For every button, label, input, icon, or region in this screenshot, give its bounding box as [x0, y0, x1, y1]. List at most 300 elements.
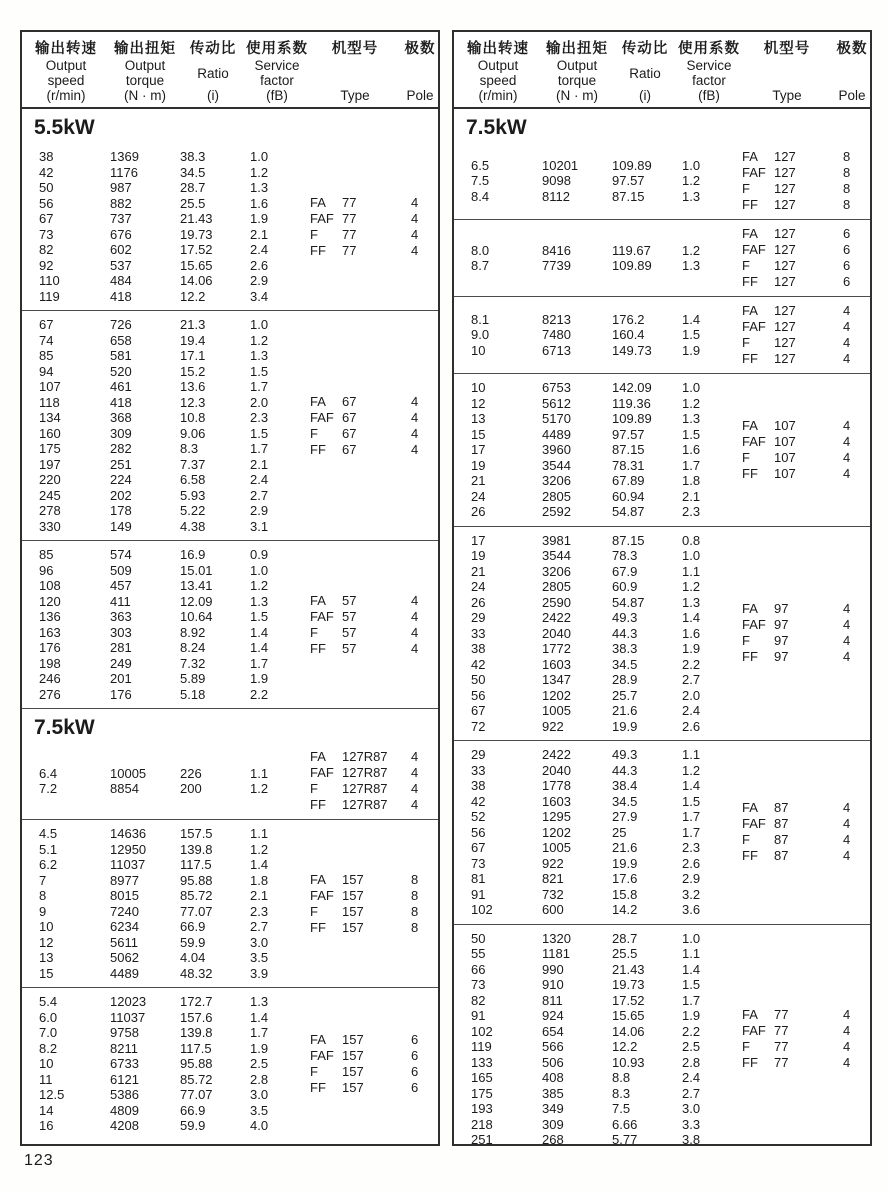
- cell-ratio: 8.92: [180, 624, 206, 640]
- cell-output-speed: 102: [471, 902, 493, 917]
- table-row: [454, 473, 740, 489]
- cell-output-torque: 8015: [110, 888, 139, 903]
- cell-type: [308, 593, 402, 609]
- cell-service-factor: 1.7: [250, 1025, 269, 1040]
- data-rows: [454, 931, 740, 1147]
- cell-ratio: 87.15: [612, 442, 645, 457]
- cell-output-torque: 4208: [110, 1118, 139, 1133]
- ratio-block: [22, 819, 438, 987]
- cell-output-torque: 8112: [542, 188, 570, 204]
- cell-service-factor: 1.4: [250, 640, 269, 655]
- table-row: [454, 977, 740, 993]
- cell-output-torque: 1320: [542, 930, 571, 946]
- cell-service-factor: 2.6: [682, 855, 701, 871]
- table-row: [22, 781, 308, 797]
- cell-service-factor: 2.0: [682, 687, 701, 703]
- cell-ratio: 139.8: [180, 1025, 213, 1040]
- type-row: [308, 410, 438, 426]
- cell-service-factor: 1.3: [682, 188, 701, 204]
- cell-output-speed: 13: [39, 950, 54, 965]
- type-row: [308, 625, 438, 641]
- cell-output-torque: 176: [110, 686, 132, 702]
- cell-service-factor: 1.6: [682, 442, 701, 457]
- type-row: [308, 749, 438, 765]
- type-model: 87: [774, 800, 789, 816]
- type-model: 97: [774, 601, 789, 617]
- cell-pole: 4: [843, 319, 851, 334]
- type-prefix: FF: [310, 441, 326, 457]
- ratio-block: [454, 924, 870, 1147]
- cell-ratio: 28.9: [612, 672, 638, 687]
- cell-pole: 4: [843, 351, 851, 366]
- table-row: [22, 687, 308, 703]
- cell-ratio: 149.73: [612, 342, 652, 358]
- type-prefix: F: [742, 335, 750, 350]
- cell-output-speed: 102: [471, 1023, 493, 1039]
- cell-service-factor: 0.9: [250, 547, 269, 562]
- table-row: [22, 333, 308, 349]
- cell-service-factor: 1.0: [682, 157, 701, 173]
- table-row: [22, 364, 308, 380]
- table-row: [454, 946, 740, 962]
- type-rows: [740, 418, 870, 482]
- cell-ratio: 78.31: [612, 457, 645, 473]
- cell-type: [308, 211, 402, 227]
- cell-type: [308, 920, 402, 936]
- cell-service-factor: 1.3: [682, 411, 701, 426]
- cell-output-torque: 385: [542, 1085, 564, 1101]
- table-row: [454, 688, 740, 704]
- table-row: [454, 533, 740, 549]
- cell-ratio: 7.5: [612, 1101, 631, 1116]
- cell-output-torque: 581: [110, 348, 132, 363]
- type-prefix: FF: [310, 1079, 326, 1095]
- header-label-en: Type: [340, 88, 370, 103]
- cell-output-torque: 457: [110, 578, 132, 593]
- type-model: 57: [342, 608, 357, 624]
- type-row: [308, 1032, 438, 1048]
- type-row: [740, 832, 870, 848]
- table-row: [22, 994, 308, 1010]
- cell-output-torque: 224: [110, 472, 132, 487]
- type-model: 77: [774, 1023, 789, 1038]
- cell-pole: 4: [843, 335, 851, 350]
- type-model: 157: [342, 1031, 364, 1047]
- type-row: [308, 765, 438, 781]
- cell-ratio: 38.4: [612, 778, 638, 793]
- cell-output-torque: 2040: [542, 762, 571, 778]
- cell-output-torque: 4489: [542, 426, 571, 442]
- cell-ratio: 14.06: [180, 273, 213, 288]
- type-row: [740, 149, 870, 165]
- cell-ratio: 66.9: [180, 1102, 206, 1118]
- cell-output-speed: 7: [39, 872, 47, 888]
- cell-pole: 4: [843, 800, 851, 816]
- cell-output-speed: 9: [39, 903, 47, 919]
- type-row: [740, 1039, 870, 1055]
- type-row: [740, 418, 870, 434]
- cell-ratio: 12.2: [180, 288, 206, 304]
- cell-service-factor: 1.4: [250, 624, 269, 640]
- table-row: [22, 242, 308, 258]
- table-row: [22, 1025, 308, 1041]
- cell-pole: 4: [843, 832, 851, 848]
- cell-type: [308, 243, 402, 259]
- cell-ratio: 34.5: [180, 164, 206, 180]
- type-prefix: FA: [742, 1007, 758, 1022]
- type-prefix: FA: [742, 800, 758, 816]
- table-row: [454, 825, 740, 841]
- cell-output-torque: 1295: [542, 809, 571, 824]
- cell-ratio: 13.6: [180, 379, 206, 394]
- cell-output-speed: 108: [39, 578, 61, 593]
- type-prefix: F: [742, 832, 750, 848]
- cell-ratio: 8.3: [180, 441, 199, 456]
- cell-ratio: 226: [180, 765, 202, 781]
- cell-pole: 6: [843, 242, 851, 257]
- type-model: 107: [774, 433, 796, 449]
- table-row: [22, 379, 308, 395]
- cell-ratio: 6.58: [180, 472, 206, 487]
- type-row: [740, 649, 870, 665]
- cell-service-factor: 1.5: [682, 977, 701, 992]
- table-row: [454, 887, 740, 903]
- cell-ratio: 19.73: [612, 977, 645, 992]
- type-row: [308, 904, 438, 920]
- cell-ratio: 117.5: [180, 857, 212, 872]
- type-row: [308, 442, 438, 458]
- type-model: 67: [342, 425, 357, 441]
- cell-ratio: 4.38: [180, 518, 206, 534]
- cell-service-factor: 2.1: [250, 888, 269, 903]
- cell-ratio: 38.3: [612, 641, 638, 656]
- type-prefix: FAF: [310, 1047, 334, 1063]
- cell-output-torque: 408: [542, 1070, 564, 1085]
- type-prefix: F: [742, 449, 750, 465]
- cell-type: [740, 242, 834, 258]
- cell-service-factor: 2.9: [250, 503, 269, 518]
- cell-output-speed: 8.7: [471, 258, 490, 273]
- cell-service-factor: 1.2: [682, 242, 701, 258]
- cell-service-factor: 1.2: [682, 395, 701, 411]
- type-model: 77: [342, 194, 357, 210]
- table-row: [454, 427, 740, 443]
- table-row: [454, 173, 740, 189]
- table-row: [22, 1072, 308, 1088]
- cell-output-speed: 8.4: [471, 188, 490, 204]
- cell-output-torque: 10005: [110, 765, 147, 781]
- cell-output-speed: 8.0: [471, 242, 490, 258]
- cell-output-torque: 268: [542, 1132, 564, 1146]
- type-prefix: FAF: [742, 1023, 766, 1038]
- header-label-en: (i): [639, 88, 651, 103]
- cell-output-speed: 7.5: [471, 173, 490, 189]
- cell-output-torque: 349: [542, 1101, 564, 1116]
- cell-ratio: 97.57: [612, 426, 645, 442]
- cell-type: [740, 601, 834, 617]
- cell-type: [308, 904, 402, 920]
- cell-ratio: 142.09: [612, 380, 652, 395]
- type-model: 77: [342, 226, 357, 242]
- cell-output-torque: 654: [542, 1023, 564, 1039]
- cell-output-torque: 6713: [542, 342, 571, 358]
- cell-output-torque: 249: [110, 655, 132, 671]
- type-prefix: FA: [310, 1031, 326, 1047]
- type-model: 77: [774, 1007, 789, 1022]
- cell-service-factor: 2.1: [682, 488, 701, 504]
- cell-service-factor: 1.3: [250, 348, 269, 363]
- cell-output-torque: 1176: [110, 164, 138, 180]
- table-row: [454, 993, 740, 1009]
- cell-ratio: 66.9: [180, 919, 206, 934]
- cell-output-speed: 165: [471, 1070, 493, 1085]
- cell-pole: 6: [843, 258, 851, 273]
- cell-ratio: 77.07: [180, 903, 213, 919]
- ratio-block: [454, 219, 870, 296]
- cell-output-torque: 418: [110, 288, 132, 304]
- cell-output-speed: 50: [471, 930, 486, 946]
- type-prefix: FF: [310, 919, 326, 935]
- type-rows: [740, 226, 870, 290]
- type-row: [740, 466, 870, 482]
- type-model: 57: [342, 624, 357, 640]
- header-label-en: Output: [45, 58, 87, 73]
- cell-output-speed: 52: [471, 809, 486, 824]
- table-row: [22, 472, 308, 488]
- cell-type: [308, 1048, 402, 1064]
- table-row: [454, 840, 740, 856]
- table-row: [22, 426, 308, 442]
- cell-output-speed: 6.5: [471, 157, 490, 173]
- cell-ratio: 4.04: [180, 950, 206, 965]
- cell-output-speed: 19: [471, 457, 486, 473]
- cell-pole: 8: [843, 149, 851, 164]
- table-row: [454, 856, 740, 872]
- cell-service-factor: 1.0: [250, 562, 269, 578]
- cell-output-torque: 520: [110, 363, 132, 379]
- table-row: [454, 312, 740, 328]
- type-rows: [308, 593, 438, 657]
- type-model: 157: [342, 903, 364, 919]
- header-cell-output-torque: [542, 37, 612, 103]
- type-model: 67: [342, 393, 357, 409]
- cell-output-speed: 67: [471, 840, 486, 855]
- header-label-zh: 使用系数: [678, 41, 740, 57]
- cell-ratio: 12.3: [180, 394, 206, 410]
- cell-output-torque: 987: [110, 180, 132, 195]
- type-row: [740, 434, 870, 450]
- cell-output-torque: 8213: [542, 311, 571, 327]
- cell-output-speed: 56: [471, 687, 486, 703]
- cell-output-torque: 411: [110, 593, 131, 609]
- cell-output-speed: 42: [471, 793, 486, 809]
- cell-output-torque: 8416: [542, 242, 571, 258]
- type-row: [308, 888, 438, 904]
- type-model: 97: [774, 633, 789, 649]
- cell-output-speed: 56: [39, 195, 54, 211]
- cell-ratio: 15.65: [180, 257, 213, 273]
- cell-pole: 6: [411, 1079, 419, 1095]
- type-model: 77: [774, 1055, 789, 1070]
- header-label-en: (N · m): [124, 88, 166, 103]
- header-cell-service-factor: [678, 37, 740, 103]
- cell-service-factor: 1.2: [250, 841, 269, 857]
- cell-output-torque: 726: [110, 317, 132, 332]
- table-row: [454, 902, 740, 918]
- cell-output-speed: 81: [471, 871, 486, 886]
- cell-ratio: 7.32: [180, 655, 206, 671]
- type-row: [308, 872, 438, 888]
- type-row: [740, 617, 870, 633]
- cell-ratio: 21.6: [612, 703, 638, 718]
- cell-output-torque: 3981: [542, 532, 571, 548]
- cell-pole: 4: [843, 303, 851, 318]
- cell-service-factor: 2.0: [250, 394, 269, 410]
- type-model: 127: [774, 351, 796, 366]
- table-row: [454, 411, 740, 427]
- cell-service-factor: 1.2: [682, 762, 701, 778]
- type-rows: [308, 1032, 438, 1096]
- cell-ratio: 48.32: [180, 965, 213, 981]
- cell-pole: 6: [411, 1031, 419, 1047]
- cell-service-factor: 1.2: [682, 173, 701, 189]
- cell-ratio: 77.07: [180, 1087, 213, 1102]
- type-row: [308, 394, 438, 410]
- cell-type: [740, 617, 834, 633]
- cell-output-speed: 7.2: [39, 781, 58, 796]
- type-row: [740, 258, 870, 274]
- table-row: [22, 289, 308, 305]
- cell-ratio: 60.9: [612, 579, 638, 594]
- type-model: 87: [774, 848, 789, 864]
- table-row: [22, 671, 308, 687]
- cell-pole: 4: [843, 1007, 851, 1022]
- cell-service-factor: 2.3: [682, 840, 701, 855]
- cell-pole: 4: [843, 816, 851, 832]
- cell-service-factor: 3.4: [250, 288, 269, 304]
- cell-output-torque: 149: [110, 518, 132, 534]
- cell-output-speed: 245: [39, 487, 61, 503]
- cell-pole: 8: [843, 181, 851, 196]
- cell-type: [740, 466, 834, 482]
- cell-service-factor: 1.8: [682, 473, 701, 488]
- cell-ratio: 7.37: [180, 456, 206, 472]
- cell-output-speed: 133: [471, 1054, 493, 1070]
- cell-service-factor: 1.8: [250, 872, 269, 888]
- cell-output-torque: 12950: [110, 841, 147, 857]
- cell-ratio: 87.15: [612, 532, 645, 548]
- table-row: [22, 826, 308, 842]
- cell-ratio: 8.24: [180, 640, 206, 655]
- cell-output-torque: 5062: [110, 950, 139, 965]
- table-row: [22, 857, 308, 873]
- cell-ratio: 97.57: [612, 173, 645, 189]
- cell-service-factor: 1.7: [682, 809, 701, 824]
- cell-output-torque: 5611: [110, 934, 138, 950]
- table-row: [454, 1024, 740, 1040]
- cell-type: [308, 227, 402, 243]
- cell-output-torque: 4809: [110, 1102, 139, 1118]
- type-prefix: F: [310, 781, 318, 796]
- cell-ratio: 17.6: [612, 871, 638, 886]
- cell-pole: 8: [411, 903, 419, 919]
- cell-ratio: 17.1: [180, 348, 206, 363]
- table-row: [454, 794, 740, 810]
- cell-ratio: 85.72: [180, 888, 213, 903]
- table-row: [454, 489, 740, 505]
- cell-service-factor: 2.6: [250, 257, 269, 273]
- cell-ratio: 19.4: [180, 332, 206, 348]
- cell-ratio: 54.87: [612, 504, 645, 519]
- cell-type: [740, 1039, 834, 1055]
- cell-output-torque: 1772: [542, 641, 571, 656]
- cell-output-speed: 175: [39, 441, 61, 456]
- cell-output-speed: 96: [39, 562, 54, 578]
- cell-type: [740, 1055, 834, 1071]
- header-cell-type: [740, 37, 834, 103]
- header-label-en: factor: [260, 73, 294, 88]
- cell-output-torque: 281: [110, 640, 132, 655]
- cell-output-speed: 15: [471, 426, 486, 442]
- type-prefix: F: [310, 425, 318, 441]
- cell-ratio: 13.41: [180, 578, 213, 593]
- cell-service-factor: 1.9: [682, 342, 701, 358]
- cell-type: [740, 633, 834, 649]
- type-model: 57: [342, 640, 357, 656]
- cell-service-factor: 2.7: [250, 487, 269, 503]
- cell-output-torque: 1005: [542, 840, 571, 855]
- cell-service-factor: 1.1: [250, 765, 269, 781]
- header-label-en: Output: [124, 58, 166, 73]
- type-row: [308, 920, 438, 936]
- cell-output-torque: 418: [110, 394, 132, 410]
- cell-ratio: 14.2: [612, 902, 638, 917]
- cell-output-speed: 10: [471, 380, 486, 395]
- cell-output-speed: 6.4: [39, 765, 58, 781]
- cell-ratio: 59.9: [180, 934, 206, 950]
- type-prefix: FF: [310, 242, 326, 258]
- cell-output-speed: 16: [39, 1118, 54, 1133]
- table-row: [454, 1101, 740, 1117]
- type-rows: [740, 1007, 870, 1071]
- table-row: [454, 396, 740, 412]
- table-row: [22, 873, 308, 889]
- cell-ratio: 109.89: [612, 157, 652, 173]
- cell-ratio: 117.5: [180, 1040, 212, 1056]
- power-section: [22, 708, 438, 1140]
- cell-ratio: 15.01: [180, 562, 213, 578]
- cell-output-torque: 3544: [542, 457, 571, 473]
- header-label-en: torque: [125, 73, 165, 88]
- type-row: [740, 274, 870, 290]
- cell-ratio: 54.87: [612, 594, 645, 610]
- cell-service-factor: 2.2: [250, 686, 269, 702]
- cell-ratio: 44.3: [612, 762, 638, 778]
- cell-output-speed: 246: [39, 671, 61, 686]
- cell-ratio: 38.3: [180, 149, 206, 164]
- cell-output-torque: 3960: [542, 442, 571, 457]
- type-row: [740, 1023, 870, 1039]
- header-label-zh: 输出扭矩: [114, 41, 176, 57]
- cell-ratio: 5.77: [612, 1132, 638, 1146]
- cell-pole: 4: [411, 210, 419, 226]
- table-row: [454, 564, 740, 580]
- data-rows: [454, 747, 740, 918]
- header-label-zh: 输出扭矩: [546, 41, 608, 57]
- cell-output-torque: 676: [110, 226, 132, 242]
- cell-output-speed: 107: [39, 379, 61, 394]
- cell-output-torque: 2422: [542, 747, 571, 762]
